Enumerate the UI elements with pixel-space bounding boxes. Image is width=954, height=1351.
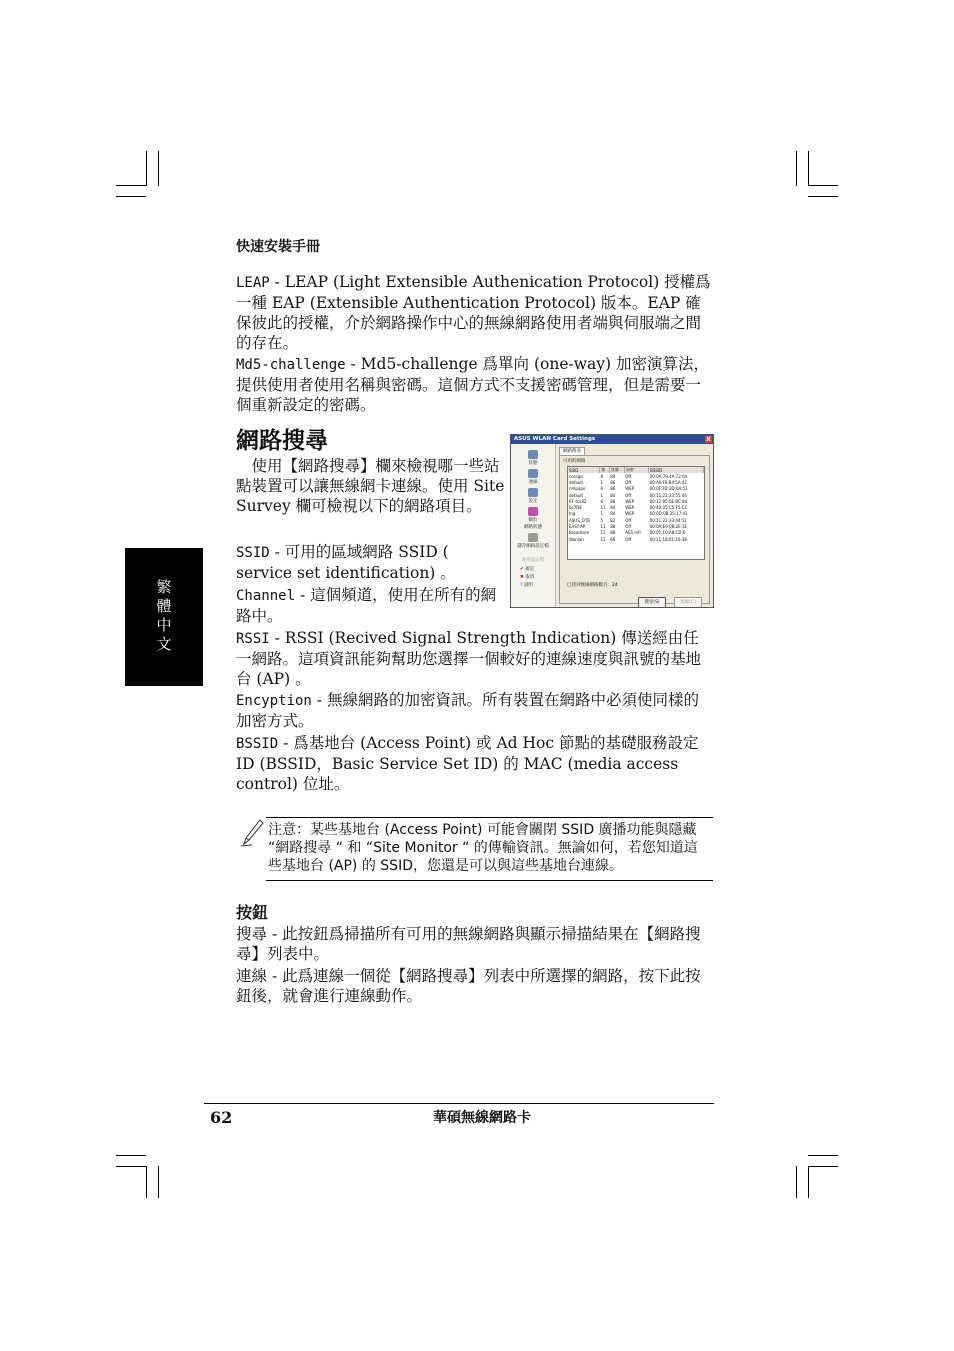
buttons-heading: 按鈕 (236, 903, 269, 922)
text-ssid: - 可用的區域網路 SSID ( service set identification) 。 (236, 543, 456, 582)
footer-rule (204, 1103, 714, 1104)
table-cell: WEP (625, 498, 635, 504)
table-cell: 1 (600, 479, 604, 485)
language-tab-char: 繁 (156, 578, 172, 596)
language-tab-char: 中 (156, 616, 172, 634)
table-cell: 11 (600, 536, 606, 542)
table-cell: 1 (600, 511, 604, 517)
paragraph-leap (236, 272, 714, 353)
window-title: ASUS WLAN Card Settings (514, 436, 596, 442)
table-cell: 84 (610, 511, 616, 517)
crop-mark (116, 196, 146, 197)
crop-mark (158, 1166, 159, 1198)
crop-mark (146, 151, 147, 186)
sidebar-item-cancel[interactable]: ✖ 取消 (520, 575, 535, 580)
table-row[interactable] (568, 536, 704, 542)
crop-mark (808, 151, 809, 186)
sidebar-item-network-status[interactable]: 網路狀態 (524, 525, 542, 530)
term-encryption: Encyption (236, 693, 312, 709)
table-cell: 00:0A:E9:08:2E:1E (649, 524, 688, 530)
crop-mark (158, 151, 159, 186)
table-cell: 00:0A:79:4A:72:64 (649, 473, 688, 479)
site-survey-panel (559, 455, 710, 604)
table-cell: 66 (610, 536, 616, 542)
table-row[interactable] (568, 530, 704, 536)
settings-window-screenshot (510, 434, 714, 608)
paragraph-encryption (236, 690, 714, 731)
sidebar-item-help[interactable]: ? 說明 (520, 583, 533, 588)
paragraph-bssid (236, 733, 714, 794)
footer-title: 華碩無線網路卡 (433, 1110, 531, 1126)
text-bssid: - 爲基地台 (Access Point) 或 Ad Hoc 節點的基礎服務設定 ID (BSSID，Basic Service Set ID) 的 MAC (media access control) 位址。 (236, 734, 699, 793)
table-cell: Broadcom (569, 530, 590, 536)
sidebar-item-about[interactable]: 關於 (511, 507, 555, 523)
term-leap: LEAP (236, 275, 270, 291)
sidebar-item-ok[interactable]: ✔ 確定 (520, 567, 535, 572)
language-tab-char: 文 (156, 635, 172, 653)
paragraph-md5 (236, 354, 714, 415)
connection-icon (528, 469, 538, 478)
column-signal[interactable]: 訊號 (609, 467, 624, 473)
table-cell: Off (625, 492, 632, 498)
crop-mark (796, 151, 797, 186)
text-md5: - Md5-challenge 爲單向 (one-way) 加密演算法，提供使用者使用名稱與密碼。這個方式不支援密碼管理，但是需要一個重新設定的密碼。 (236, 355, 709, 414)
table-cell: nmpapo (569, 486, 586, 492)
table-cell: 00:11:22:33:55:44 (649, 492, 687, 498)
sidebar-item-connection[interactable]: 連線 (511, 469, 555, 485)
header-title: 快速安裝手冊 (236, 239, 320, 255)
text-channel: - 這個頻道，使用在所有的網路中。 (236, 586, 497, 625)
table-cell: WEP (625, 486, 635, 492)
table-cell: 00:0F:3D:3D:0A:51 (649, 486, 688, 492)
table-cell: 6 (600, 486, 604, 492)
close-icon[interactable]: X (706, 436, 711, 443)
table-cell: 00:11:18:01:16:38 (649, 536, 687, 542)
cancel-x-icon: ✖ (520, 575, 526, 580)
crop-mark (116, 1155, 146, 1156)
table-cell: default (569, 479, 584, 485)
text-search: - 此按鈕爲掃描所有可用的無線網路與顯示掃描結果在【網路搜尋】列表中。 (236, 925, 701, 963)
tab-site-survey[interactable]: 網路搜尋 (559, 447, 585, 456)
paragraph-ssid (236, 542, 506, 583)
term-search: 搜尋 (236, 925, 268, 943)
table-cell: EASY-AP (569, 524, 586, 530)
table-cell: AES Infr (625, 530, 642, 536)
table-cell: Off (625, 473, 632, 479)
sidebar-item-status[interactable]: 狀態 (511, 450, 555, 466)
table-cell: WEP (625, 505, 635, 511)
column-channel[interactable]: 頻 (600, 467, 610, 473)
window-main (557, 447, 710, 604)
table-cell: 82 (610, 517, 616, 523)
status-icon (528, 450, 538, 459)
term-connect: 連線 (236, 967, 268, 985)
table-cell: 88 (610, 530, 616, 536)
window-sidebar (511, 444, 556, 607)
table-cell: 86 (610, 479, 616, 485)
table-cell: 6 (600, 498, 604, 504)
crop-mark (116, 1166, 146, 1167)
settings-icon (528, 488, 538, 497)
table-cell: 11 (600, 530, 606, 536)
column-encryption[interactable]: 加密 (624, 467, 648, 473)
section-title: 網路搜尋 (236, 428, 328, 454)
table-cell: Off (625, 517, 632, 523)
crop-mark (796, 1166, 797, 1198)
sidebar-item-save-profile[interactable]: 儲存網路設定檔 (511, 533, 555, 549)
available-networks-label: 可用的網路 (563, 459, 586, 464)
crop-mark (808, 1166, 809, 1198)
text-connect: - 此爲連線一個從【網路搜尋】列表中所選擇的網路，按下此按鈕後，就會進行連線動作。 (236, 967, 701, 1005)
crop-mark (808, 1155, 838, 1156)
table-cell: 11 (600, 524, 606, 530)
search-button[interactable]: 搜尋(S) (638, 597, 666, 608)
table-cell: default (569, 492, 584, 498)
sidebar-item-settings[interactable]: 設定 (511, 488, 555, 504)
text-rssi: - RSSI (Recived Signal Strength Indication) 傳送經由任一網路。這項資訊能夠幫助您選擇一個較好的連線速度與訊號的基地台 (AP) 。 (236, 629, 702, 688)
language-tab (125, 548, 203, 686)
crop-mark (808, 196, 838, 197)
column-ssid[interactable]: SSID (568, 467, 600, 473)
ap-found-count: 已找到無線網路數目：24 (567, 583, 618, 588)
table-cell: 00:11:22:33:44:51 (649, 517, 687, 523)
table-cell: 00:40:05:C5:F5:CC (649, 505, 688, 511)
table-cell: 11 (600, 505, 606, 511)
term-rssi: RSSI (236, 631, 270, 647)
language-tab-char: 體 (156, 597, 172, 615)
table-cell: corega (569, 473, 583, 479)
column-bssid[interactable]: BSSID (649, 467, 704, 473)
term-md5: Md5-challenge (236, 357, 346, 373)
text-encryption: - 無線網路的加密資訊。所有裝置在網路中必須使同樣的加密方式。 (236, 691, 699, 730)
about-icon (528, 507, 538, 516)
table-cell: 86 (610, 486, 616, 492)
table-cell: Wanlan (569, 536, 584, 542)
table-cell: 00:01:10:A8:CD:6 (649, 530, 686, 536)
table-cell: 00:A0:F8:84:5A:4C (649, 479, 688, 485)
note-text: 注意：某些基地台 (Access Point) 可能會關閉 SSID 廣播功能與隱藏 “網路搜尋 “ 和 “Site Monitor “ 的傳輸資訊。無論如何，若您知道這些基地台 (AP) 的 SSID，您還是可以與這些基地台連線。 (268, 822, 698, 874)
paragraph-rssi (236, 628, 714, 689)
note-box (266, 817, 713, 881)
section-intro: 使用【網路搜尋】欄來檢視哪一些站點裝置可以讓無線網卡連線。使用 Site Survey 欄可檢視以下的網路項目。 (236, 457, 505, 515)
network-table (568, 467, 704, 542)
table-cell: 5 (600, 517, 604, 523)
table-cell: 84 (610, 505, 616, 511)
table-cell: Off (625, 536, 632, 542)
connect-button[interactable]: 連線(C) (674, 597, 702, 608)
crop-mark (808, 1166, 838, 1167)
window-title-bar (511, 435, 713, 444)
table-cell: 86 (610, 498, 616, 504)
term-ssid: SSID (236, 545, 270, 561)
text-leap: - LEAP (Light Extensible Authenication Protocol) 授權爲一種 EAP (Extensible Authentication Protocol) 版本。EAP 確保彼此的授權，介於網路操作中心的無線網路使用者端與伺服端之間的存在。 (236, 273, 711, 352)
table-cell: 88 (610, 524, 616, 530)
network-list[interactable] (567, 466, 705, 560)
table-cell: RF-tcs82 (569, 498, 587, 504)
table-cell: 84 (610, 473, 616, 479)
table-cell: Off (625, 524, 632, 530)
term-bssid: BSSID (236, 736, 279, 752)
crop-mark (808, 185, 838, 186)
table-cell: WEP (625, 511, 635, 517)
paragraph-search (236, 924, 714, 964)
table-cell: 6 (600, 473, 604, 479)
paragraph-connect (236, 966, 714, 1006)
table-cell: Ing (569, 511, 576, 517)
table-cell: 00:11:95:0E:8C:84 (649, 498, 688, 504)
table-cell: ASUS_DTB (569, 517, 591, 523)
table-cell: 00:0D:0B:25:17:41 (649, 511, 688, 517)
crop-mark (146, 1166, 147, 1198)
help-icon: ? (520, 583, 524, 588)
sidebar-item-use-profile: 使用設定檔 (521, 558, 545, 563)
table-cell: 84 (610, 492, 616, 498)
table-cell: bc7DE (569, 505, 582, 511)
table-cell: 1 (600, 492, 604, 498)
crop-mark (116, 185, 146, 186)
table-cell: Off (625, 479, 632, 485)
page-number: 62 (210, 1108, 233, 1127)
profile-icon (528, 533, 538, 542)
pen-icon (238, 818, 264, 848)
checkmark-icon: ✔ (520, 567, 526, 572)
term-channel: Channel (236, 588, 296, 604)
paragraph-channel (236, 585, 506, 626)
